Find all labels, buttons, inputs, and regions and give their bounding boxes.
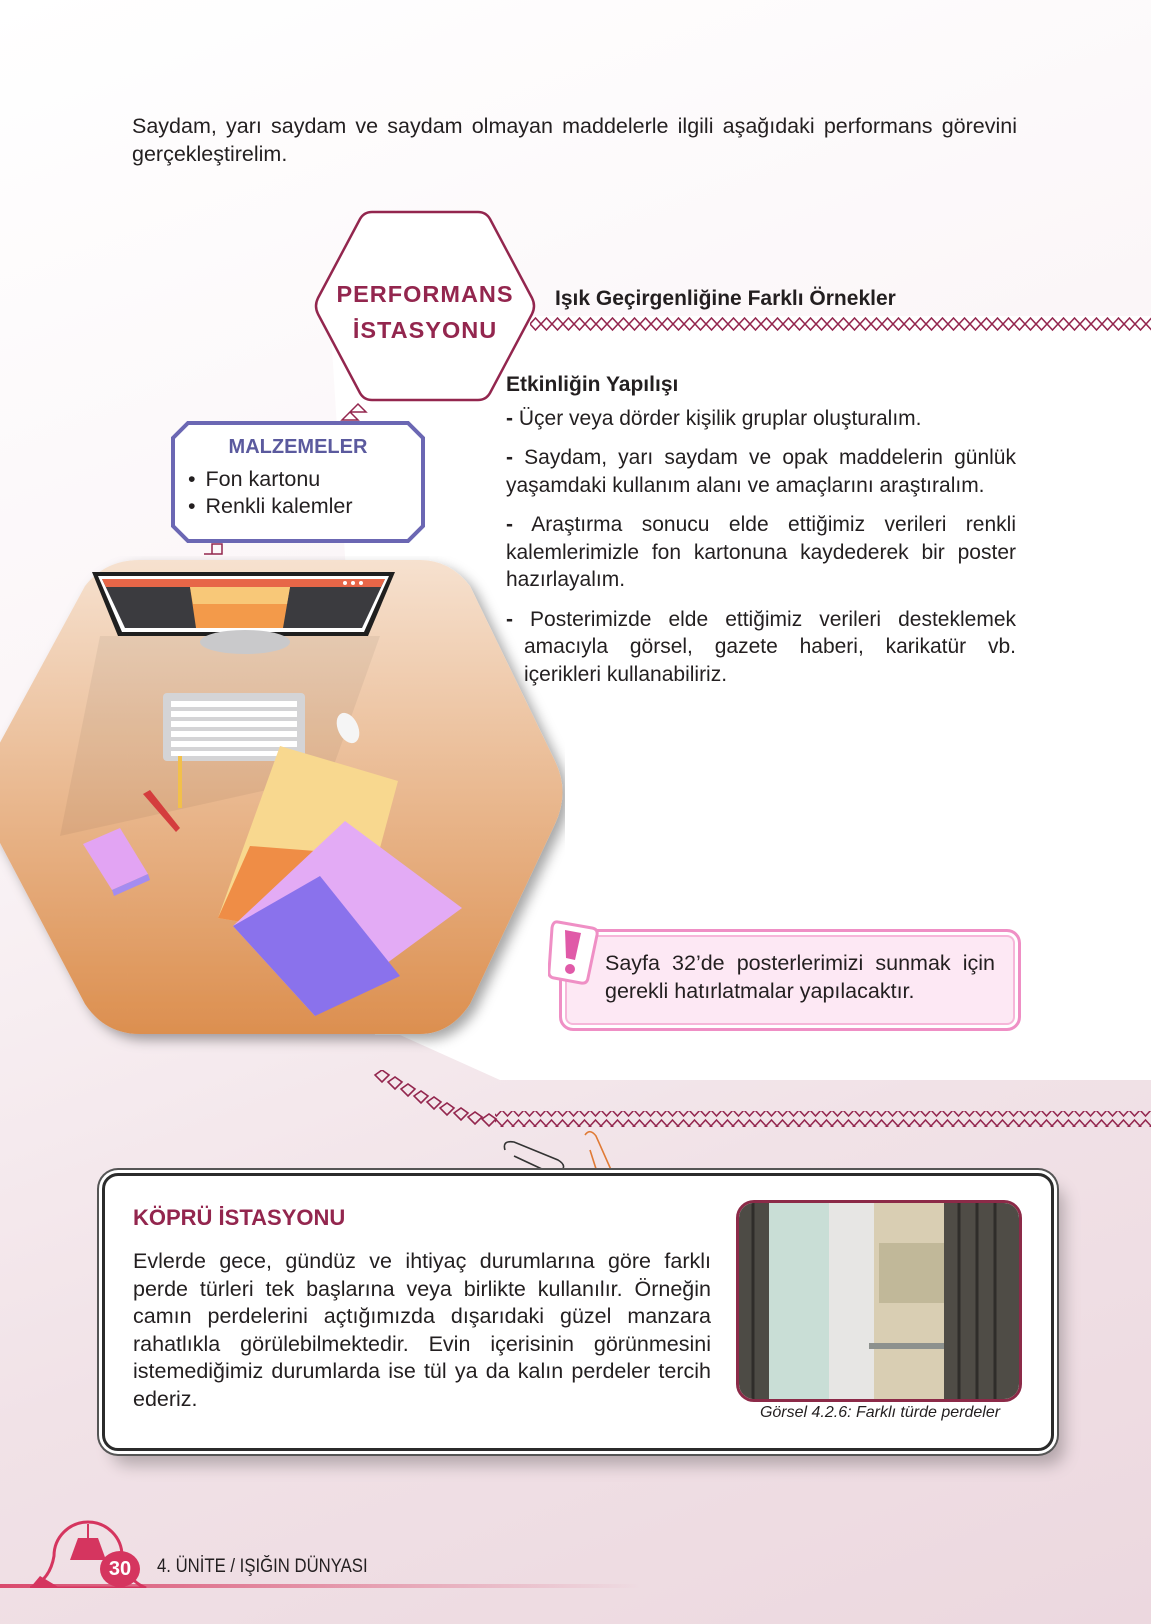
bridge-station-text: Evlerde gece, gündüz ve ihtiyaç durumlarına göre farklı perde türleri tek başlarına veya birlikte kullanılır. Örneğin camın perdelerini açtığımızda dışarıdaki güzel manzara rahatlıkla görülebilmektedir. Evin içerisinin görünmesini istemediğimiz durumlarda ise tül ya da kalın perdeler tercih ederiz. [133,1249,711,1411]
dash: - [506,513,513,536]
page-number: 30 [100,1551,140,1587]
connector-top [340,398,370,422]
intro-paragraph: Saydam, yarı saydam ve saydam olmayan maddelerle ilgili aşağıdaki performans görevini gerçekleştirelim. [132,114,1017,166]
photo-caption: Görsel 4.2.6: Farklı türde perdeler [759,1404,1001,1421]
activity-step [506,606,1016,689]
materials-list [188,466,353,520]
activity-step [506,511,1016,594]
station-title: Işık Geçirgenliğine Farklı Örnekler [555,287,896,310]
dash: - [506,607,513,631]
dash: - [506,446,513,469]
step-text: Posterimizde elde ettiğimiz verileri desteklemek amacıyla görsel, gazete haberi, karikatür vb. içerikleri kullanabiliriz. [524,607,1016,686]
badge-line-1: PERFORMANS [336,281,514,307]
zigzag-divider-top [530,316,1151,332]
activity-section [506,371,1016,700]
activity-heading: Etkinliğin Yapılışı [506,373,679,396]
activity-step [506,405,1016,433]
step-text: Saydam, yarı saydam ve opak maddelerin günlük yaşamdaki kullanım alanı ve amaçlarını araştıralım. [506,446,1016,497]
materials-title: MALZEMELER [228,436,368,458]
curtain-image [739,1203,1019,1399]
exclamation-icon [548,918,600,990]
dash: - [506,406,513,430]
badge-title [320,276,530,348]
zigzag-divider-bottom [370,1070,1151,1140]
material-item: • Fon kartonu [188,466,353,493]
unit-label: 4. ÜNİTE / IŞIĞIN DÜNYASI [157,1556,368,1577]
material-item: • Renkli kalemler [188,493,353,520]
desk-illustration [0,556,565,1072]
note-text: Sayfa 32’de posterlerimizi sunmak için gerekli hatırlatmalar yapılacaktır. [605,951,995,1003]
step-text: Araştırma sonucu elde ettiğimiz verileri renkli kalemlerimizle fon kartonuna kaydederek bir poster hazırlayalım. [506,513,1016,591]
bridge-station-title: KÖPRÜ İSTASYONU [133,1205,346,1230]
curtain-photo [736,1200,1022,1402]
badge-line-2: İSTASYONU [352,317,498,343]
step-text: Üçer veya dörder kişilik gruplar oluşturalım. [518,406,922,430]
activity-step [506,444,1016,499]
